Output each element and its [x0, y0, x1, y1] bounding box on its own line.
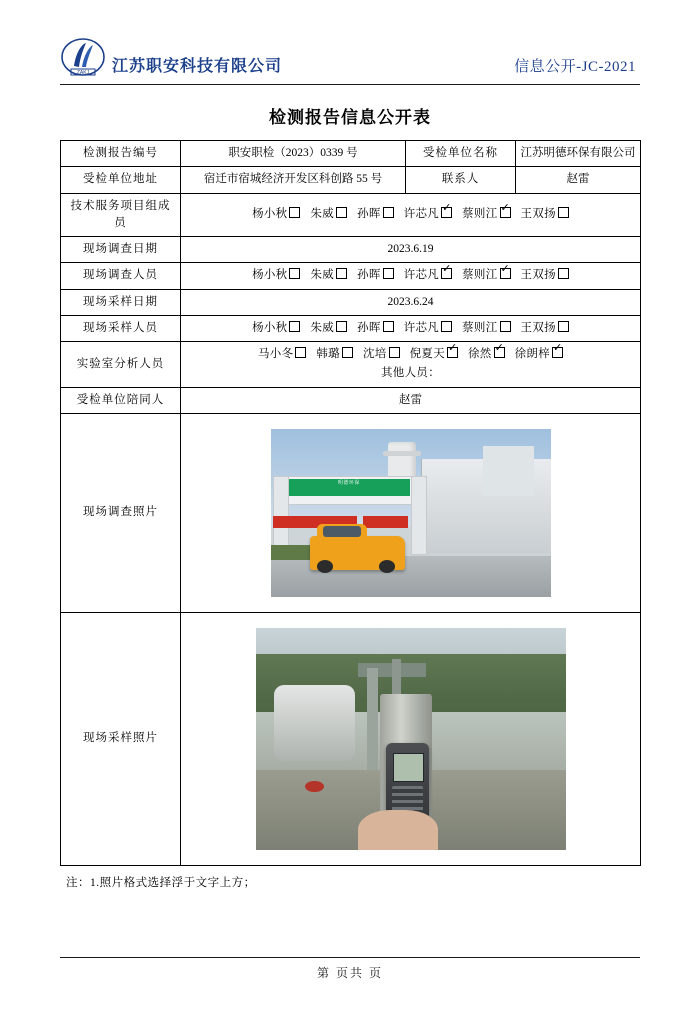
- survey-date-value: 2023.6.19: [181, 237, 641, 263]
- table-row-sampling-staff: [61, 315, 641, 341]
- member-entry: 徐朗梓✓: [515, 348, 563, 360]
- member-checkbox[interactable]: [342, 347, 353, 358]
- lab-staff-list: [258, 348, 563, 360]
- member-entry: 马小冬: [258, 348, 306, 360]
- survey-photo-image: [271, 429, 551, 597]
- member-checkbox[interactable]: [494, 347, 505, 358]
- client-addr-value: 宿迁市宿城经济开发区科创路 55 号: [181, 167, 406, 193]
- table-row-survey-staff: [61, 263, 641, 289]
- member-entry: 杨小秋: [252, 322, 300, 334]
- member-entry: 蔡则江 ✓: [462, 269, 510, 281]
- page-number: 第 页共 页: [316, 966, 383, 980]
- member-entry: 蔡则江 ✓: [462, 208, 510, 220]
- member-entry: 孙晖: [357, 269, 394, 281]
- tech-team-members: [181, 193, 641, 237]
- member-checkbox[interactable]: [500, 207, 511, 218]
- member-entry: 朱威: [310, 322, 347, 334]
- contact-label: 联系人: [406, 167, 516, 193]
- table-row-lab-staff: [61, 342, 641, 388]
- info-table: [60, 140, 641, 866]
- sampling-photo-image: [256, 628, 566, 850]
- survey-photo-label: 现场调查照片: [61, 413, 181, 612]
- member-checkbox[interactable]: [552, 347, 563, 358]
- member-entry: 许芯凡: [404, 322, 452, 334]
- svg-text:ZAKJ: ZAKJ: [76, 70, 90, 76]
- company-name: 江苏职安科技有限公司: [112, 58, 283, 75]
- page-header: [60, 26, 640, 85]
- tech-team-label: 技术服务项目组成员: [61, 193, 181, 237]
- member-checkbox[interactable]: [441, 268, 452, 279]
- member-entry: 杨小秋: [252, 208, 300, 220]
- member-checkbox[interactable]: [289, 321, 300, 332]
- lab-staff-other: 其他人员：: [381, 367, 440, 380]
- member-entry: 朱威: [310, 269, 347, 281]
- member-entry: 倪夏天 ✓: [410, 348, 458, 360]
- member-entry: 杨小秋: [252, 269, 300, 281]
- sampling-date-value: 2023.6.24: [181, 289, 641, 315]
- member-checkbox[interactable]: [336, 321, 347, 332]
- member-checkbox[interactable]: [558, 268, 569, 279]
- member-entry: 蔡则江: [462, 322, 510, 334]
- sampling-staff-label: 现场采样人员: [61, 315, 181, 341]
- accompany-label: 受检单位陪同人: [61, 387, 181, 413]
- lab-staff-label: 实验室分析人员: [61, 342, 181, 388]
- report-no-value: 职安职检（2023）0339 号: [181, 141, 406, 167]
- member-checkbox[interactable]: [558, 321, 569, 332]
- client-name-value: 江苏明德环保有限公司: [516, 141, 641, 167]
- member-entry: 王双扬: [521, 322, 569, 334]
- member-checkbox[interactable]: [389, 347, 400, 358]
- sampling-date-label: 现场采样日期: [61, 289, 181, 315]
- member-checkbox[interactable]: [336, 268, 347, 279]
- accompany-value: 赵雷: [181, 387, 641, 413]
- table-note: 注：1.照片格式选择浮于文字上方；: [66, 876, 256, 889]
- member-checkbox[interactable]: [289, 268, 300, 279]
- table-row-report-no: [61, 141, 641, 167]
- member-checkbox[interactable]: [383, 321, 394, 332]
- sampling-photo-box: [185, 617, 636, 861]
- member-checkbox[interactable]: [383, 207, 394, 218]
- survey-photo-cell: [181, 413, 641, 612]
- member-checkbox[interactable]: [336, 207, 347, 218]
- table-row-sampling-photo: [61, 612, 641, 865]
- table-row-survey-date: [61, 237, 641, 263]
- member-entry: 王双扬: [521, 269, 569, 281]
- survey-date-label: 现场调查日期: [61, 237, 181, 263]
- company-logo-icon: [60, 36, 106, 80]
- report-no-label: 检测报告编号: [61, 141, 181, 167]
- member-entry: 孙晖: [357, 322, 394, 334]
- survey-staff-label: 现场调查人员: [61, 263, 181, 289]
- table-row-address: [61, 167, 641, 193]
- table-row-sampling-date: [61, 289, 641, 315]
- gate-sign-text: 明德环保: [287, 479, 410, 496]
- member-entry: 许芯凡 ✓: [404, 208, 452, 220]
- member-checkbox[interactable]: [447, 347, 458, 358]
- member-entry: 韩璐: [316, 348, 353, 360]
- page-title: 检测报告信息公开表: [269, 108, 431, 127]
- sampling-photo-cell: [181, 612, 641, 865]
- footer-divider: [60, 957, 640, 958]
- member-entry: 王双扬: [521, 208, 569, 220]
- table-row-accompany: [61, 387, 641, 413]
- member-entry: 朱威: [310, 208, 347, 220]
- member-checkbox[interactable]: [289, 207, 300, 218]
- document-code: 信息公开-JC-2021: [514, 59, 636, 75]
- member-entry: 沈培: [363, 348, 400, 360]
- member-checkbox[interactable]: [558, 207, 569, 218]
- survey-photo-box: [185, 418, 636, 608]
- survey-staff-members: [181, 263, 641, 289]
- member-checkbox[interactable]: [500, 321, 511, 332]
- brand: [60, 36, 282, 80]
- member-checkbox[interactable]: [500, 268, 511, 279]
- member-entry: 许芯凡 ✓: [404, 269, 452, 281]
- member-entry: 孙晖: [357, 208, 394, 220]
- member-checkbox[interactable]: [383, 268, 394, 279]
- member-checkbox[interactable]: [441, 207, 452, 218]
- client-name-label: 受检单位名称: [406, 141, 516, 167]
- sampling-staff-members: [181, 315, 641, 341]
- member-checkbox[interactable]: [441, 321, 452, 332]
- member-checkbox[interactable]: [295, 347, 306, 358]
- member-entry: 徐然 ✓: [468, 348, 505, 360]
- contact-value: 赵雷: [516, 167, 641, 193]
- sampling-photo-label: 现场采样照片: [61, 612, 181, 865]
- table-row-tech-team: [61, 193, 641, 237]
- table-row-survey-photo: [61, 413, 641, 612]
- lab-staff-members: [181, 342, 641, 388]
- client-addr-label: 受检单位地址: [61, 167, 181, 193]
- page-footer: [60, 957, 640, 981]
- document-page: [0, 26, 700, 1015]
